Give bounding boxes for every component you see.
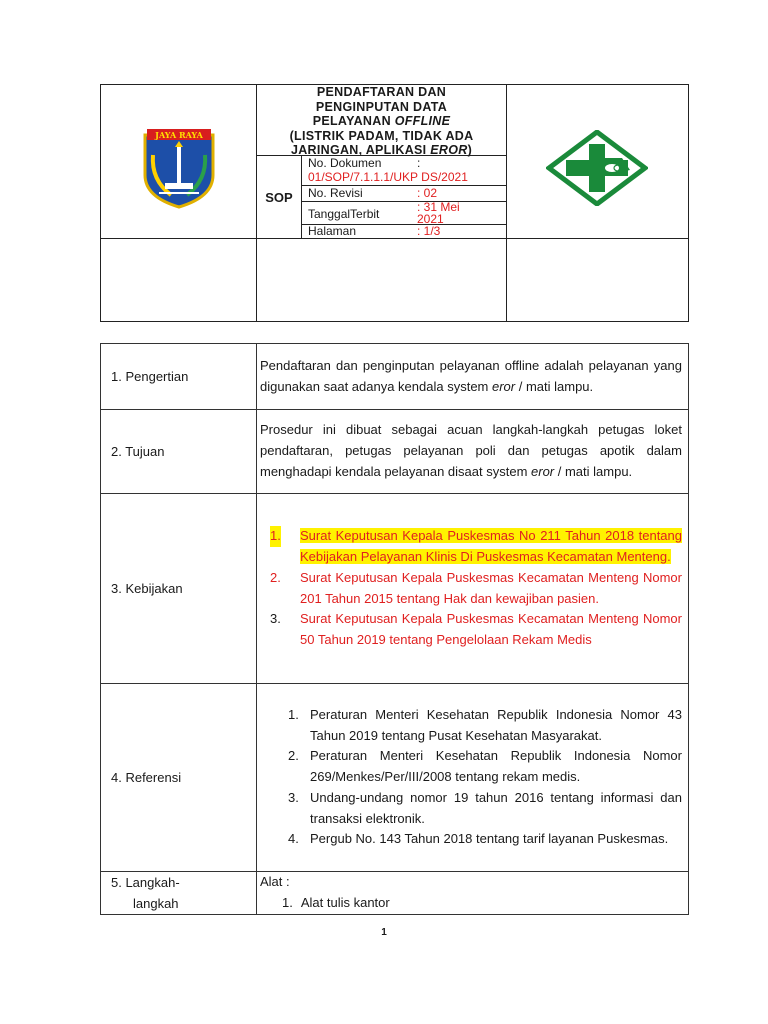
list-item: 1. Surat Keputusan Kepala Puskesmas No 211 Tahun 2018 tentang Kebijakan Pelayanan Klinis Di Puskesmas Kecamatan Menteng.: [270, 528, 682, 564]
jakarta-crest-logo: [135, 125, 223, 209]
row-label-pengertian: 1. Pengertian: [111, 369, 189, 384]
row-label-kebijakan: 3. Kebijakan: [111, 581, 183, 596]
row-label-langkah: 5. Langkah- langkah: [111, 875, 180, 911]
meta-row-page: Halaman : 1/3: [308, 224, 441, 238]
meta-row-revision: No. Revisi : 02: [302, 186, 506, 202]
sop-label: SOP: [257, 156, 302, 239]
meta-row-document: No. Dokumen : 01/SOP/7.1.1.1/UKP DS/2021: [302, 156, 506, 186]
sop-meta-block: [257, 155, 506, 239]
table-row: [101, 494, 689, 684]
list-item: 2. Peraturan Menteri Kesehatan Republik Indonesia Nomor 269/Menkes/Per/III/2008 tentang rekam medis.: [288, 748, 682, 785]
list-item: 1. Peraturan Menteri Kesehatan Republik Indonesia Nomor 43 Tahun 2019 tentang Pusat Kesehatan Masyarakat.: [288, 706, 682, 743]
referensi-list: [260, 705, 682, 851]
table-row: [101, 344, 689, 410]
table-row: [101, 410, 689, 494]
table-row: [101, 872, 689, 915]
document-title: PENDAFTARAN DAN PENGINPUTAN DATA PELAYANAN OFFLINE (LISTRIK PADAM, TIDAK ADA JARINGAN, APLIKASI EROR): [289, 85, 474, 157]
puskesmas-logo: [546, 130, 648, 206]
sop-header: [100, 84, 689, 322]
meta-row-date: TanggalTerbit : 31 Mei 2021: [302, 202, 506, 225]
langkah-content: Alat : 1. Alat tulis kantor: [260, 874, 390, 910]
list-item: 3. Surat Keputusan Kepala Puskesmas Kecamatan Menteng Nomor 50 Tahun 2019 tentang Pengelolaan Rekam Medis: [270, 611, 682, 648]
row-label-referensi: 4. Referensi: [111, 770, 182, 785]
list-item: 3. Undang-undang nomor 19 tahun 2016 tentang informasi dan transaksi elektronik.: [288, 789, 682, 826]
kebijakan-list: [260, 526, 682, 651]
crest-motto: JAYA RAYA: [155, 130, 203, 140]
row-label-tujuan: 2. Tujuan: [111, 444, 165, 459]
list-item: 4. Pergub No. 143 Tahun 2018 tentang tarif layanan Puskesmas.: [288, 831, 669, 847]
page-number: 1: [381, 927, 387, 938]
list-item: 2. Surat Keputusan Kepala Puskesmas Kecamatan Menteng Nomor 201 Tahun 2015 tentang Hak dan kewajiban pasien.: [270, 569, 682, 606]
pengertian-text: Pendaftaran dan penginputan pelayanan offline adalah pelayanan yang digunakan saat adanya kendala system eror / mati lampu.: [260, 357, 682, 394]
tujuan-text: Prosedur ini dibuat sebagai acuan langkah-langkah petugas loket pendaftaran, petugas pelayanan poli dan petugas apotik dalam menghadapi kendala pelayanan disaat system eror / mati lampu.: [260, 422, 682, 479]
table-row: [101, 684, 689, 872]
sop-content-table: [100, 343, 689, 915]
